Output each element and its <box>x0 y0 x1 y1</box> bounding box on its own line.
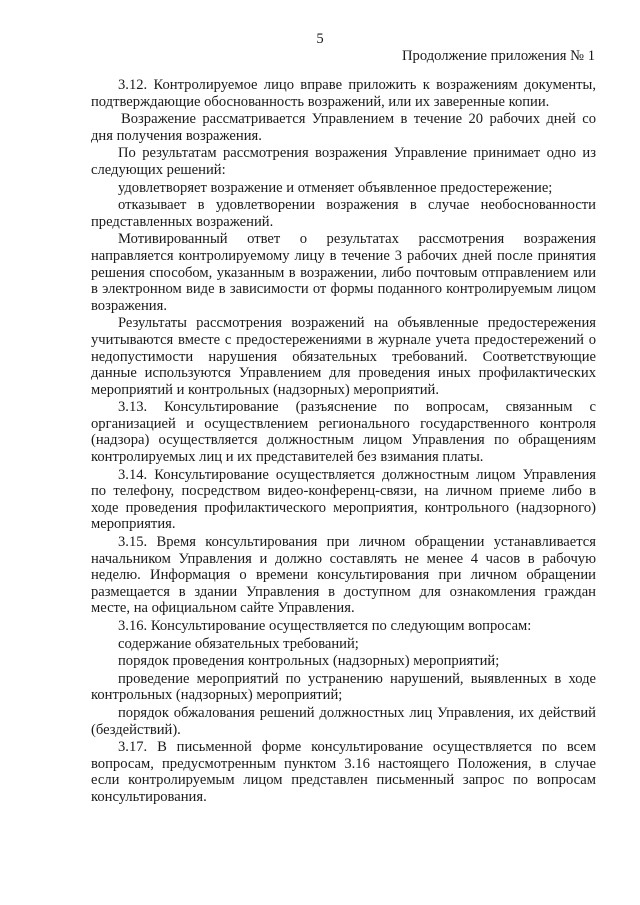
list-item-procedure: порядок проведения контрольных (надзорных) мероприятий; <box>118 653 500 670</box>
appendix-label: Продолжение приложения № 1 <box>402 48 595 64</box>
list-item-remedy: проведение мероприятий по устранению нарушений, выявленных в ходе контрольных (надзорных) мероприятий; <box>91 670 596 704</box>
page-number: 5 <box>316 31 324 47</box>
paragraph-3-16: 3.16. Консультирование осуществляется по следующим вопросам: <box>118 618 532 634</box>
paragraph-3-14: 3.14. Консультирование осуществляется должностным лицом Управления по телефону, посредством видео-конференц-связи, на личном приеме либо в ходе проведения профилактического мероприятия, контрольного (надзорного) мероприятия. <box>91 466 596 533</box>
paragraph-decisions-intro: По результатам рассмотрения возражения Управление принимает одно из следующих решений: <box>91 145 596 178</box>
paragraph-reasoned-answer: Мотивированный ответ о результатах рассмотрения возражения направляется контролируемому лицу в течение 3 рабочих дней после принятия решения способом, указанным в возражении, либо почтовым отправлением или в электронном виде в зависимости от формы поданного контролируемым лицом возражения. <box>91 231 596 314</box>
paragraph-3-15: 3.15. Время консультирования при личном обращении устанавливается начальником Управления и должно составлять не менее 4 часов в рабочую неделю. Информация о времени консультирования при личном обращении размещается в здании Управления в доступном для ознакомления граждан месте, на официальном сайте Управления. <box>91 534 596 617</box>
list-item-refuse: отказывает в удовлетворении возражения в случае необоснованности представленных возражений. <box>91 197 596 230</box>
paragraph-3-17: 3.17. В письменной форме консультирование осуществляется по всем вопросам, предусмотренным пунктом 3.16 настоящего Положения, в случае если контролируемым лицом представлен письменный запрос по вопросам консультирования. <box>91 739 596 805</box>
paragraph-objection-review: Возражение рассматривается Управлением в течение 20 рабочих дней со дня получения возражения. <box>91 111 596 144</box>
paragraph-results-accounting: Результаты рассмотрения возражений на объявленные предостережения учитываются вместе с предостережениями в журнале учета предостережений о недопустимости нарушения обязательных требований. Соответствующие данные используются Управлением для проведения иных профилактических мероприятий и контрольных (надзорных) мероприятий. <box>91 315 596 398</box>
list-item-satisfy: удовлетворяет возражение и отменяет объявленное предостережение; <box>118 179 553 196</box>
paragraph-3-12: 3.12. Контролируемое лицо вправе приложить к возражениям документы, подтверждающие обоснованность возражений, или их заверенные копии. <box>91 77 596 110</box>
list-item-requirements: содержание обязательных требований; <box>118 635 359 652</box>
document-body <box>91 77 596 807</box>
paragraph-3-13: 3.13. Консультирование (разъяснение по вопросам, связанным с организацией и осуществлением регионального государственного контроля (надзора) осуществляется должностным лицом Управления по обращениям контролируемых лиц и их представителей без взимания платы. <box>91 399 596 466</box>
list-item-appeal: порядок обжалования решений должностных лиц Управления, их действий (бездействий). <box>91 704 596 738</box>
